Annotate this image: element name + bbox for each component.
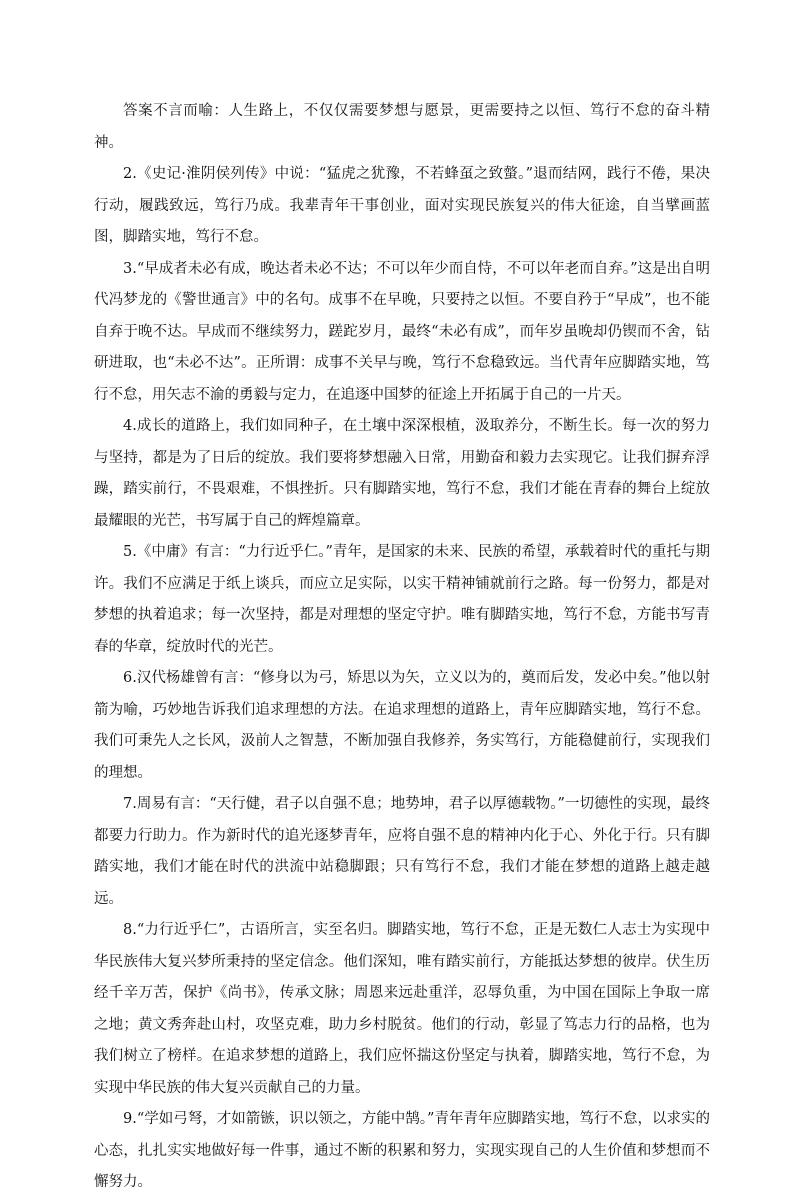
paragraph-7: 7.周易有言：“天行健，君子以自强不息；地势坤，君子以厚德载物。”一切德性的实现，最终都要力行助力。作为新时代的追光逐梦青年，应将自强不息的精神内化于心、外化于行。只有脚踏实地，我们才能在时代的洪流中站稳脚跟；只有笃行不怠，我们才能在梦想的道路上越走越远。 [94,796,710,907]
document-body [94,96,710,1199]
paragraph-3: 3.“早成者未必有成，晚达者未必不达；不可以年少而自恃，不可以年老而自弃。”这是出自明代冯梦龙的《警世通言》中的名句。成事不在早晚，只要持之以恒。不要自矜于“早成”，也不能自弃于晚不达。早成而不继续努力，蹉跎岁月，最终“未必有成”，而年岁虽晚却仍锲而不舍，钻研进取，也“未必不达”。正所谓：成事不关早与晚，笃行不怠稳致远。当代青年应脚踏实地，笃行不怠，用矢志不渝的勇毅与定力，在追逐中国梦的征途上开拓属于自己的一片天。 [94,260,710,403]
paragraph-2: 2.《史记·淮阴侯列传》中说：“猛虎之犹豫，不若蜂虿之致螫。”退而结网，践行不倦，果决行动，履践致远，笃行乃成。我辈青年干事创业，面对实现民族复兴的伟大征途，自当擘画蓝图，脚踏实地，笃行不怠。 [94,166,710,245]
paragraph-4: 4.成长的道路上，我们如同种子，在土壤中深深根植，汲取养分，不断生长。每一次的努力与坚持，都是为了日后的绽放。我们要将梦想融入日常，用勤奋和毅力去实现它。让我们摒弃浮躁，踏实前行，不畏艰难，不惧挫折。只有脚踏实地，笃行不怠，我们才能在青春的舞台上绽放最耀眼的光芒，书写属于自己的辉煌篇章。 [94,418,710,529]
paragraph-8: 8.“力行近乎仁”，古语所言，实至名归。脚踏实地，笃行不怠，正是无数仁人志士为实现中华民族伟大复兴梦所秉持的坚定信念。他们深知，唯有踏实前行，方能抵达梦想的彼岸。伏生历经千辛万苦，保护《尚书》，传承文脉；周恩来远赴重洋，忍辱负重，为中国在国际上争取一席之地；黄文秀奔赴山村，攻坚克难，助力乡村脱贫。他们的行动，彰显了笃志力行的品格，也为我们树立了榜样。在追求梦想的道路上，我们应怀揣这份坚定与执着，脚踏实地，笃行不怠，为实现中华民族的伟大复兴贡献自己的力量。 [94,922,710,1096]
paragraph-answer: 答案不言而喻：人生路上，不仅仅需要梦想与愿景，更需要持之以恒、笃行不怠的奋斗精神。 [94,103,710,151]
paragraph-5: 5.《中庸》有言：“力行近乎仁。”青年，是国家的未来、民族的希望，承载着时代的重托与期许。我们不应满足于纸上谈兵，而应立足实际，以实干精神铺就前行之路。每一份努力，都是对梦想的执着追求；每一次坚持，都是对理想的坚定守护。唯有脚踏实地，笃行不怠，方能书写青春的华章，绽放时代的光芒。 [94,544,710,655]
paragraph-6: 6.汉代杨雄曾有言：“修身以为弓，矫思以为矢，立义以为的，奠而后发，发必中矣。”他以射箭为喻，巧妙地告诉我们追求理想的方法。在追求理想的道路上，青年应脚踏实地，笃行不怠。我们可秉先人之长风，汲前人之智慧，不断加强自我修养，务实笃行，方能稳健前行，实现我们的理想。 [94,670,710,781]
paragraph-9: 9.“学如弓弩，才如箭镞，识以领之，方能中鹄。”青年青年应脚踏实地，笃行不怠，以求实的心态，扎扎实实地做好每一件事，通过不断的积累和努力，实现实现自己的人生价值和梦想而不懈努力。 [94,1111,710,1190]
